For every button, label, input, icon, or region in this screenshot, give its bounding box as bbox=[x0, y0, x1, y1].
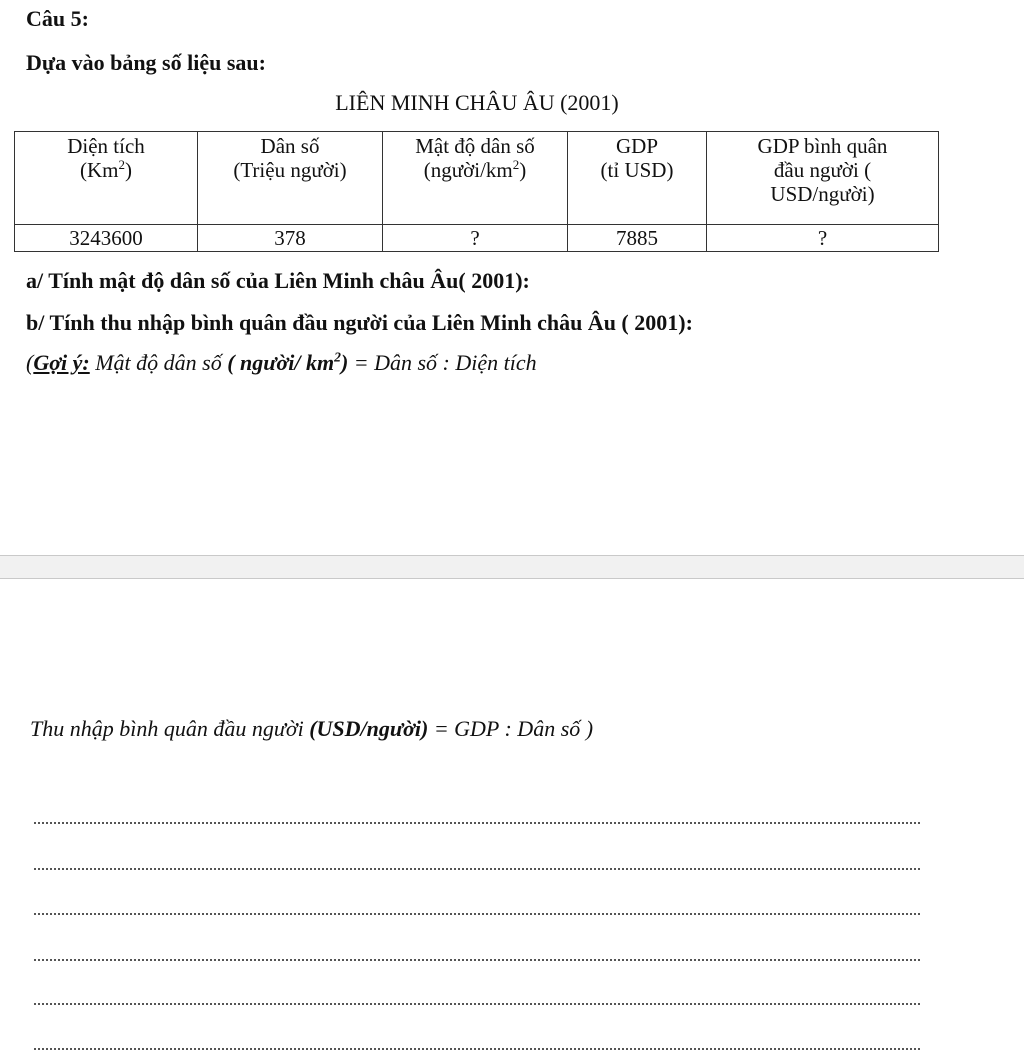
answer-line bbox=[34, 959, 920, 961]
header-density: Mật độ dân số $(người/km^2)$ bbox=[383, 132, 568, 225]
task-a: a/ Tính mật độ dân số của Liên Minh châu Âu( 2001): bbox=[26, 268, 530, 293]
question-intro: Dựa vào bảng số liệu sau: bbox=[26, 50, 266, 75]
answer-line bbox=[34, 913, 920, 915]
answer-line bbox=[34, 1003, 920, 1005]
task-b: b/ Tính thu nhập bình quân đầu người của Liên Minh châu Âu ( 2001): bbox=[26, 310, 693, 335]
header-gdp-per-capita: GDP bình quân đầu người ( USD/người) bbox=[707, 132, 939, 225]
table-header-row bbox=[15, 132, 939, 225]
hint-density: (Gợi ý: Mật độ dân số ( người/ $km^2$) = Dân số : Diện tích bbox=[26, 349, 537, 375]
question-title: Câu 5: bbox=[26, 6, 89, 31]
cell-area: 3243600 bbox=[15, 225, 198, 252]
answer-line bbox=[34, 822, 920, 824]
header-population: Dân số (Triệu người) bbox=[198, 132, 383, 225]
table-title: LIÊN MINH CHÂU ÂU (2001) bbox=[335, 90, 619, 115]
hint-label: Gợi ý: bbox=[33, 350, 90, 375]
hint-income: Thu nhập bình quân đầu người (USD/người) = GDP : Dân số ) bbox=[30, 716, 594, 741]
answer-line bbox=[34, 1048, 920, 1050]
answer-line bbox=[34, 868, 920, 870]
cell-population: 378 bbox=[198, 225, 383, 252]
page-break bbox=[0, 555, 1024, 579]
cell-density: ? bbox=[383, 225, 568, 252]
table-row bbox=[15, 225, 939, 252]
cell-gdp-per-capita: ? bbox=[707, 225, 939, 252]
header-gdp: GDP (tỉ USD) bbox=[568, 132, 707, 225]
data-table bbox=[14, 131, 939, 252]
cell-gdp: 7885 bbox=[568, 225, 707, 252]
header-area: Diện tích (Km$^2$) bbox=[15, 132, 198, 225]
